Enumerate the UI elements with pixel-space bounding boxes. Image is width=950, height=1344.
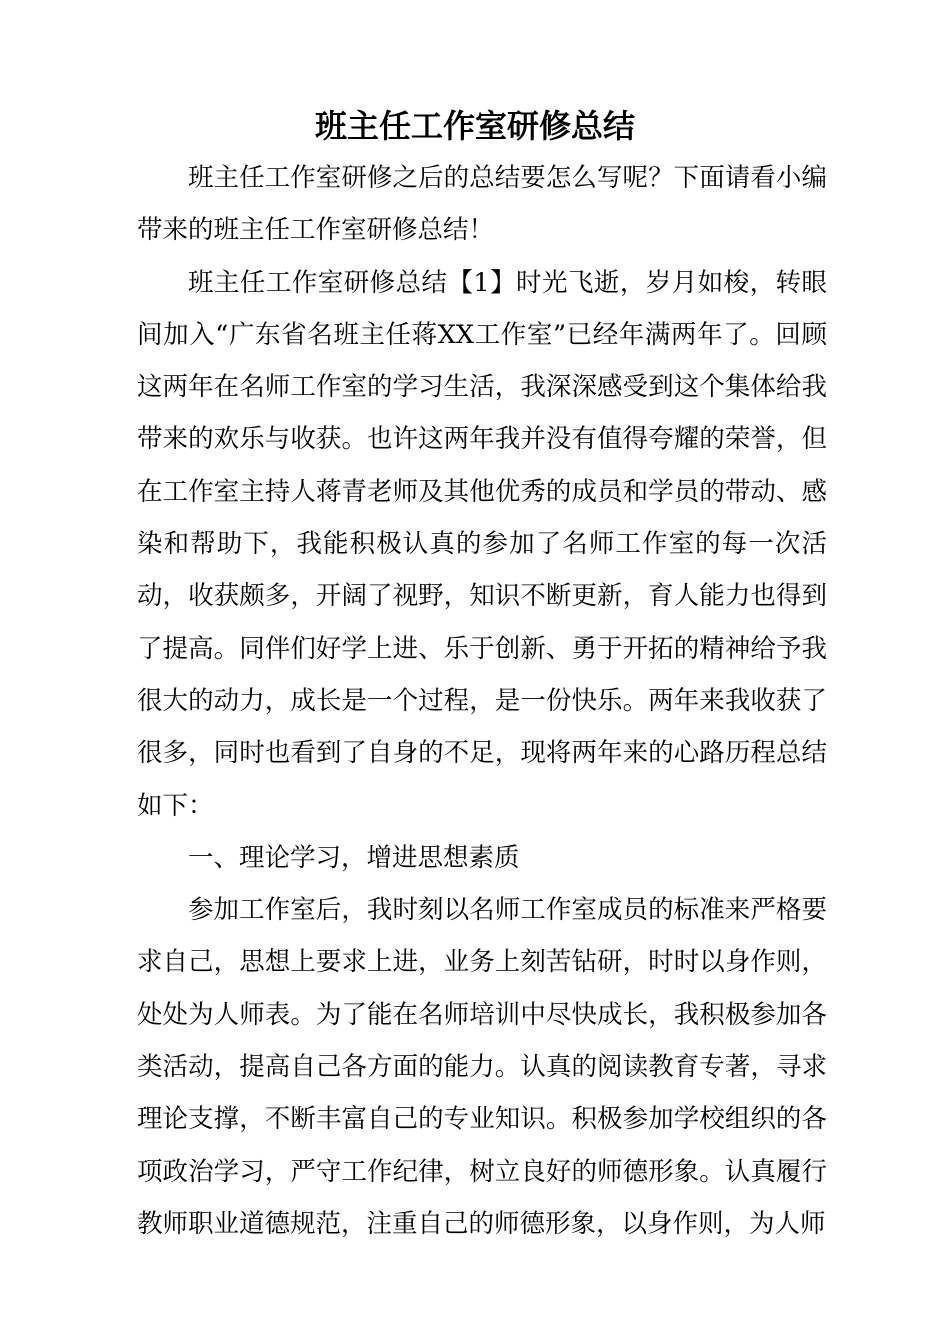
intro-paragraph: 班主任工作室研修之后的总结要怎么写呢？下面请看小编带来的班主任工作室研修总结！: [137, 163, 827, 246]
document-body: [137, 152, 827, 1250]
section-paragraph-1: 参加工作室后，我时刻以名师工作室成员的标准来严格要求自己，思想上要求上进，业务上刻苦钻研，时时以身作则，处处为人师表。为了能在名师培训中尽快成长，我积极参加各类活动，提高自己各方面的能力。认真的阅读教育专著，寻求理论支撑，不断丰富自己的专业知识。积极参加学校组织的各项政治学习，严守工作纪律，树立良好的师德形象。认真履行教师职业道德规范，注重自己的师德形象，以身作则，为人师: [137, 895, 827, 1239]
summary-paragraph-1: 班主任工作室研修总结【1】时光飞逝，岁月如梭，转眼间加入“广东省名班主任蒋XX工作室”已经年满两年了。回顾这两年在名师工作室的学习生活，我深深感受到这个集体给我带来的欢乐与收获。也许这两年我并没有值得夸耀的荣誉，但在工作室主持人蒋青老师及其他优秀的成员和学员的带动、感染和帮助下，我能积极认真的参加了名师工作室的每一次活动，收获颇多，开阔了视野，知识不断更新，育人能力也得到了提高。同伴们好学上进、乐于创新、勇于开拓的精神给予我很大的动力，成长是一个过程，是一份快乐。两年来我收获了很多，同时也看到了自身的不足，现将两年来的心路历程总结如下：: [137, 267, 827, 821]
document-title: 班主任工作室研修总结: [314, 107, 635, 145]
section-heading-1: 一、理论学习，增进思想素质: [188, 842, 520, 873]
